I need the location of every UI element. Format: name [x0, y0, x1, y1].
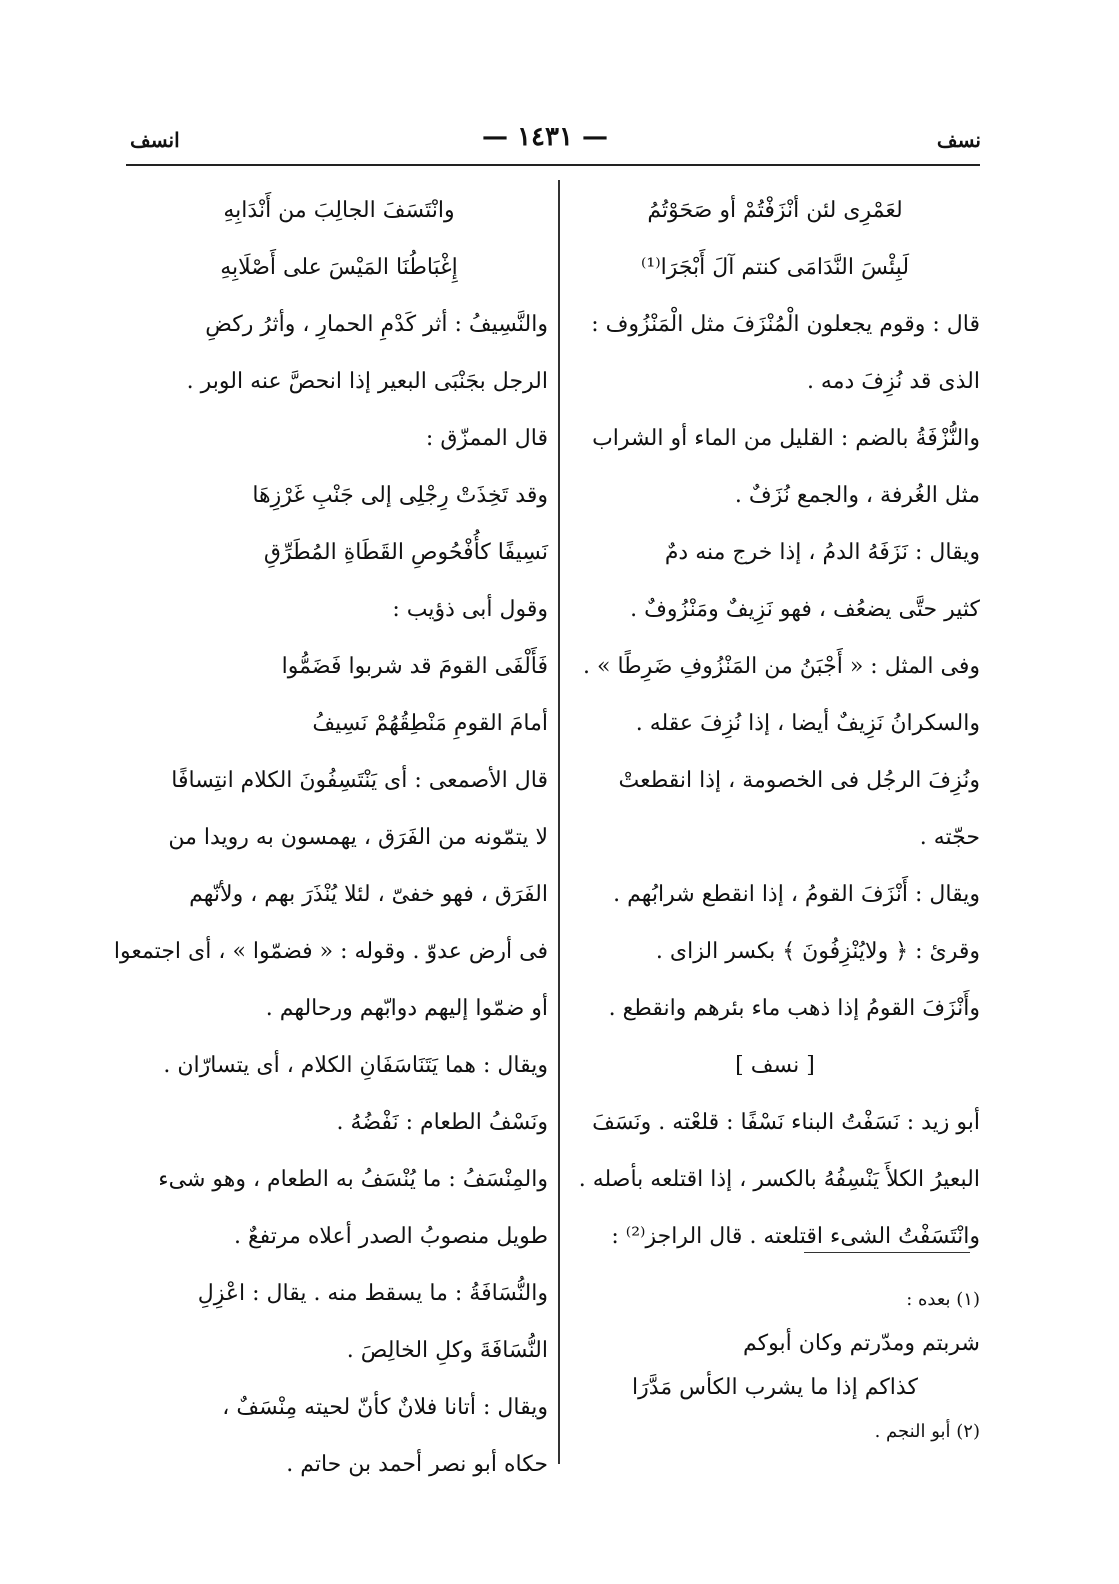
- verse-line: وقد تَخِذَتْ رِجْلِى إلى جَنْبِ غَرْزِهَا: [252, 483, 548, 508]
- text-line: النُّسَافَةَ وكلِ الخالِصَ .: [346, 1338, 548, 1363]
- text-line: مثل الغُرفة ، والجمع نُزَفٌ .: [734, 483, 980, 508]
- text-line: فى أرض عدوّ . وقوله : « فضمّوا » ، أى اجتمعوا: [113, 939, 548, 964]
- text-line: لا يتمّونه من الفَرَق ، يهمسون به رويدا من: [168, 825, 548, 850]
- text-line: وأَنْزَفَ القومُ إذا ذهب ماء بئرهم وانقطع .: [608, 996, 980, 1021]
- verse-line: إِغْبَاطُنَا المَيْسَ على أَصْلَابِهِ: [220, 255, 458, 280]
- footnotes: [570, 1278, 980, 1454]
- text-line: وانْتَسَفْتُ الشىء اقتلعته . قال الراجز⁽²⁾ :: [611, 1224, 980, 1249]
- text-line: ويقال : نَزَفَهُ الدمُ ، إذا خرج منه دمٌ: [664, 540, 980, 565]
- text-line: الذى قد نُزِفَ دمه .: [806, 369, 980, 394]
- text-line: حجّته .: [919, 825, 980, 850]
- left-column: [113, 182, 548, 1493]
- header-entry-word-left: انسف: [130, 128, 180, 152]
- text-line: وقرئ : ﴿ ولايُنْزِفُونَ ﴾ بكسر الزاى .: [655, 939, 980, 964]
- text-line: ونَسْفُ الطعام : نَفْضُهُ .: [336, 1110, 548, 1135]
- text-line: أبو زيد : نَسَفْتُ البناء نَسْفًا : قلعْته . ونَسَفَ: [592, 1110, 980, 1135]
- footnote-verse: كذاكم إذا ما يشرب الكأس مَدَّرَا: [632, 1375, 918, 1400]
- header-rule: [126, 164, 980, 166]
- footnote-verse: شربتم ومدّرتم وكان أبوكم: [743, 1331, 980, 1356]
- verse-line: فَأَلْفَى القومَ قد شربوا فَضَمُّوا: [281, 654, 548, 679]
- text-line: الفَرَق ، فهو خفىّ ، لئلا يُنْذَرَ بهم ، ولأنّهم: [189, 882, 548, 907]
- text-line: طويل منصوبُ الصدر أعلاه مرتفعٌ .: [233, 1224, 548, 1249]
- right-column: [570, 182, 980, 1265]
- text-line: ونُزِفَ الرجُل فى الخصومة ، إذا انقطعتْ: [618, 768, 980, 793]
- header-entry-word-right: نسف: [936, 128, 981, 152]
- text-line: والنَّسِيفُ : أثر كَدْمِ الحمارِ ، وأثرُ ركضِ: [205, 312, 548, 337]
- text-line: والنُّزْفَةُ بالضم : القليل من الماء أو الشراب: [592, 426, 980, 451]
- text-line: ويقال : أَنْزَفَ القومُ ، إذا انقطع شرابُهم .: [613, 882, 980, 907]
- entry-heading: [ نسف ]: [735, 1053, 815, 1078]
- column-divider: [558, 180, 560, 1464]
- text-line: والمِنْسَفُ : ما يُنْسَفُ به الطعام ، وهو شىء: [158, 1167, 548, 1192]
- verse-line: وانْتَسَفَ الجالِبَ من أَنْدَابِهِ: [223, 198, 455, 223]
- footnote-rule: [804, 1252, 970, 1253]
- text-line: أو ضمّوا إليهم دوابّهم ورحالهم .: [265, 996, 548, 1021]
- verse-line: لَبِئْسَ النَّدَامَى كنتم آلَ أَبْجَرَا⁽¹⁾: [640, 255, 910, 280]
- text-line: ويقال : أتانا فلانٌ كأنّ لحيته مِنْسَفٌ ،: [222, 1395, 548, 1420]
- footnote-line: (٢) أبو النجم .: [874, 1421, 980, 1442]
- footnote-line: (١) بعده :: [906, 1289, 980, 1310]
- text-line: قال الممزّق :: [425, 426, 548, 451]
- text-line: الرجل بجَنْبَى البعير إذا انحصَّ عنه الوبر .: [186, 369, 548, 394]
- text-line: وفى المثل : « أَجْبَنُ من المَنْزُوفِ ضَرِطًا » .: [583, 654, 980, 679]
- text-line: والنُّسَافَةُ : ما يسقط منه . يقال : اعْزِلِ: [197, 1281, 548, 1306]
- text-line: والسكرانُ نَزِيفٌ أيضا ، إذا نُزِفَ عقله .: [635, 711, 980, 736]
- text-line: حكاه أبو نصر أحمد بن حاتم .: [286, 1452, 548, 1477]
- page-number: — ١٤٣١ —: [482, 122, 608, 152]
- verse-line: نَسِيفًا كأُفْحُوصِ القَطَاةِ المُطَرِّقِ: [263, 540, 548, 565]
- verse-line: أمامَ القومِ مَنْطِقُهُمْ نَسِيفُ: [312, 711, 548, 736]
- text-line: البعيرُ الكلأَ يَنْسِفُهُ بالكسر ، إذا اقتلعه بأصله .: [578, 1167, 980, 1192]
- text-line: قال الأصمعى : أى يَنْتَسِفُونَ الكلام انتِسافًا: [171, 768, 548, 793]
- verse-line: لعَمْرِى لئن أنْزَفْتُمْ أو صَحَوْتُمُ: [647, 198, 903, 223]
- text-line: ويقال : هما يَتَنَاسَفَانِ الكلام ، أى يتسارّان .: [163, 1053, 548, 1078]
- text-line: وقول أبى ذؤيب :: [392, 597, 548, 622]
- text-line: كثير حتَّى يضعُف ، فهو نَزِيفٌ ومَنْزُوفٌ .: [630, 597, 980, 622]
- text-line: قال : وقوم يجعلون الْمُنْزَفَ مثل الْمَنْزُوف :: [591, 312, 980, 337]
